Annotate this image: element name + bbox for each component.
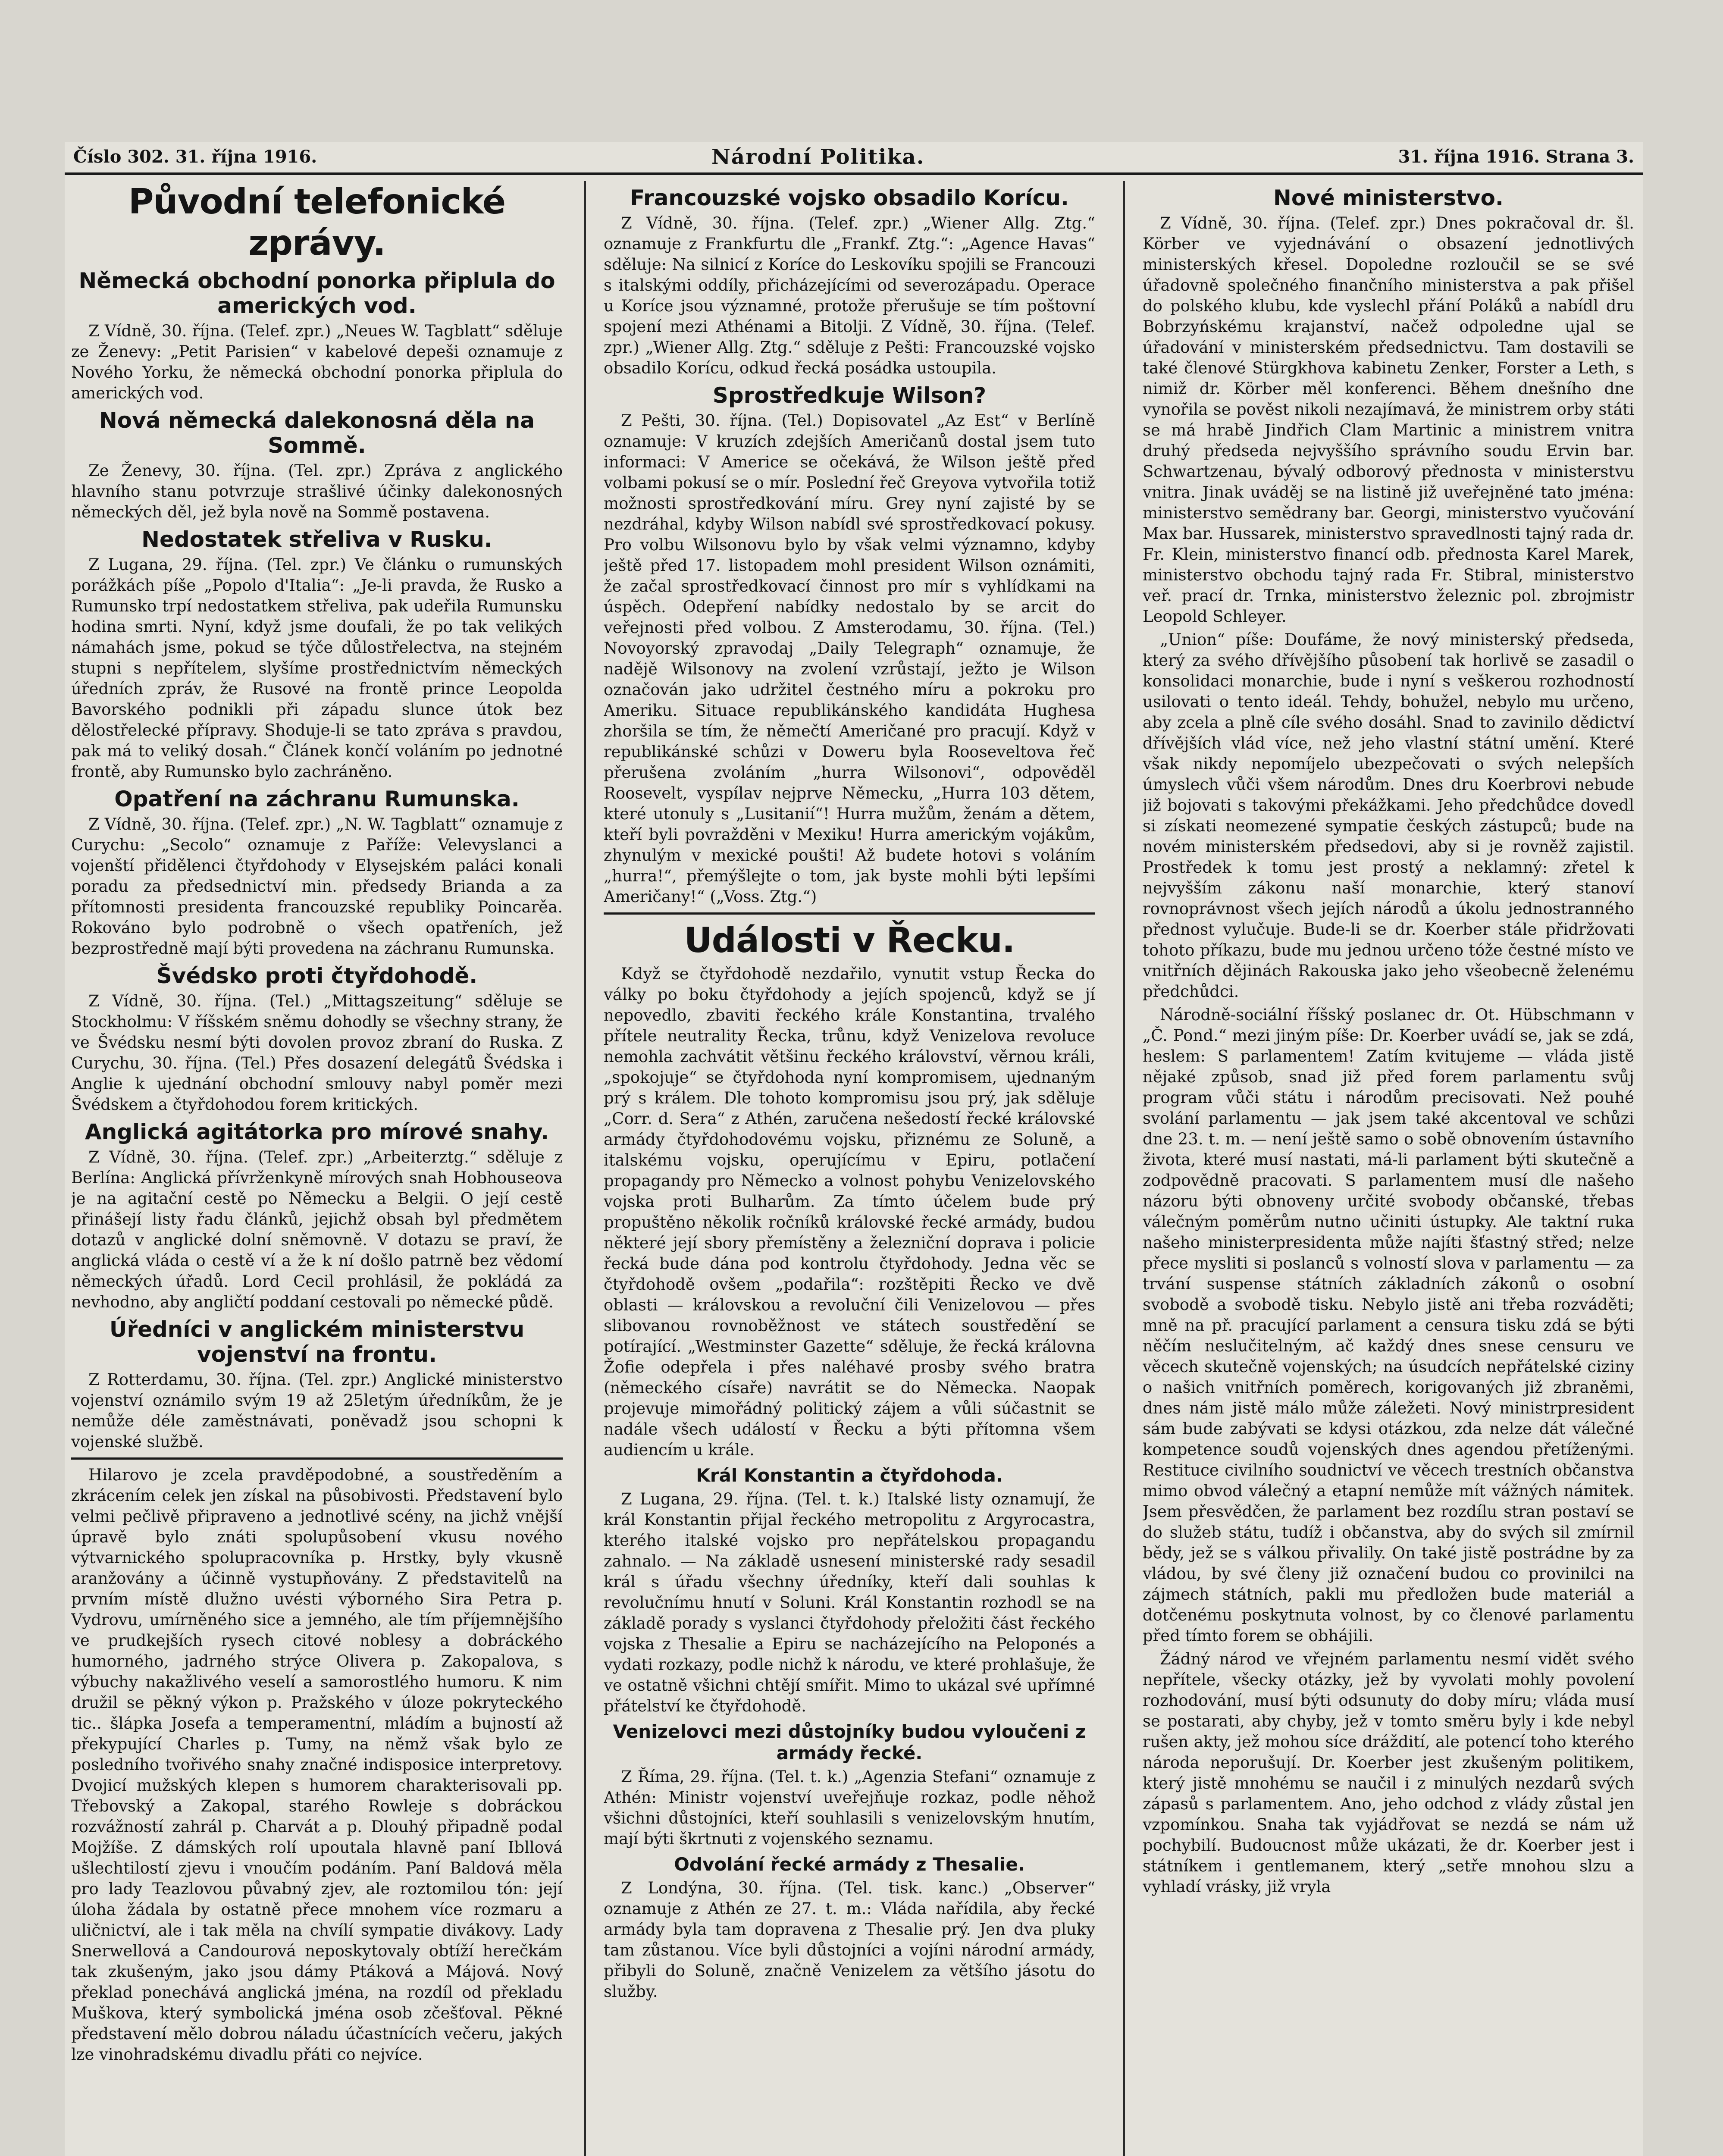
column-3 xyxy=(1143,181,1634,2156)
page-header xyxy=(65,142,1643,175)
article-text: Z Pešti, 30. října. (Tel.) Dopisovatel „Az Est“ v Berlíně oznamuje: V kruzích zdejších Američanů dostal jsem tuto informaci: V Americe se očekává, že Wilson ještě před volbami pokusí se o mír. Poslední řeč Greyova vytvořila totiž možnosti sprostředkování míru. Grey nyní zajisté by se nezdráhal, kdyby Wilson nabídl své sprostředkovací pokusy. Pro volbu Wilsonovu bylo by však velmi významno, kdyby ještě před 17. listopadem mohl president Wilson oznámiti, že začal sprostředkovací činnost pro mír s vyhlídkami na úspěch. Odepření nabídky nedostalo by se arcit do veřejnosti před volbou. Z Amsterodamu, 30. října. (Tel.) Novoyorský zpravodaj „Daily Telegraph“ oznamuje, že nadějě Wilsonovy na zvolení vzrůstají, ježto je Wilson označován jako udržitel čestného míru a pokroku pro Ameriku. Situace republikánského kandidáta Hughesa zhoršila se tím, že němečtí Američané pro pracují. Když v republikánské schůzi v Doweru byla Rooseveltova řeč přerušena zvoláním „hurra Wilsonovi“, odpověděl Roosevelt, vyspílav nejprve Německu, „Hurra 103 dětem, které utonuly s „Lusitanií“! Hurra mužům, ženám a dětem, kteří byli povražděni v Mexiku! Hurra americkým vojákům, zhynulým v mexické poušti! Až budete hotovi s voláním „hurra!“, přemýšlejte o tom, jak byste mohli býti lepšími Američany!“ („Voss. Ztg.“) xyxy=(604,411,1095,906)
article-text: Z Vídně, 30. října. (Telef. zpr.) „Wiener Allg. Ztg.“ oznamuje z Frankfurtu dle „Frankf. Ztg.“: „Agence Havas“ sděluje: Na silnicí z Koríce do Leskovíku spojili se Francouzi s italskými oddíly, přicházejícími od severozápadu. Operace u Koríce jsou významné, protože přerušuje se tím poštovní spojení mezi Athénami a Bitolji. Z Vídně, 30. října. (Telef. zpr.) „Wiener Allg. Ztg.“ sděluje z Pešti: Francouzské vojsko obsadilo Korícu, odkud řecká posádka ustoupila. xyxy=(604,214,1095,377)
section-divider xyxy=(604,912,1095,915)
issue-number: Číslo 302. 31. října 1916. xyxy=(73,147,317,167)
article-text: Z Rotterdamu, 30. října. (Tel. zpr.) Anglické ministerstvo vojenství oznámilo svým 19 až 25letým úředníkům, že je nemůže déle zaměstnávati, poněvadž jsou schopni k vojenské službě. xyxy=(71,1370,563,1451)
section-divider xyxy=(71,1457,563,1460)
article-text: Z Vídně, 30. října. (Telef. zpr.) Dnes pokračoval dr. šl. Körber ve vyjednávání o obsazení jednotlivých ministerských křesel. Dopoledne rozloučil se se své úřadovně společného finančního ministerstva a pak přišel do polského klubu, kde vyslechl přání Poláků a nabídl dru Bobrzyńskému krajanství, načež odpoledne ujal se úřadování v ministerském předsednictvu. Tam dostavili se také členové Stürgkhova kabinetu Zenker, Forster a Leth, s nimiž dr. Körber měl konferenci. Během dnešního dne vynořila se pověst nikoli nezajímavá, že ministrem orby státi se má hrabě Jindřich Clam Martinic a ministrem vnitra druhý předseda nejvyššího správního soudu Ervin bar. Schwartzenau, bývalý odborový přednosta v ministerstvu vnitra. Jinak uváděj se na listině již uveřejněné tato jména: ministerstvo semědrany bar. Georgi, ministerstvo vyučování Max bar. Hussarek, ministerstvo spravedlnosti tajný rada dr. Fr. Klein, ministerstvo financí odb. přednosta Karel Marek, ministerstvo obchodu tajný rada Fr. Stibral, ministerstvo veř. prací dr. Trnka, ministerstvo železnic pol. zbrojmistr Leopold Schleyer. xyxy=(1143,214,1634,626)
article-text: Z Vídně, 30. října. (Tel.) „Mittagszeitung“ sděluje se Stockholmu: V říšském sněmu dohodly se všechny strany, že ve Švédsku nesmí býti dovolen provoz zbraní do Ruska. Z Curychu, 30. října. (Tel.) Přes dosazení delegátů Švédska i Anglie k ujednání obchodní smlouvy nabyl poměr mezi Švédskem a čtyřdohodou forem kritických. xyxy=(71,992,563,1114)
article-text: Z Londýna, 30. října. (Tel. tisk. kanc.) „Observer“ oznamuje z Athén ze 27. t. m.: Vláda nařídila, aby řecké armády byla tam dopravena z Thesalie prý. Jen dva pluky tam zůstanou. Více byli důstojníci a vojíni národní armády, přibyli do Soluně, značně Venizelem za většího jásotu do služby. xyxy=(604,1879,1095,2001)
article-title: Venizelovci mezi důstojníky budou vyloučeni z armády řecké. xyxy=(613,1721,1086,1764)
article-title: Anglická agitátorka pro mírové snahy. xyxy=(85,1119,549,1144)
article-text: Z Lugana, 29. října. (Tel. t. k.) Italské listy oznamují, že král Konstantin přijal řeckého metropolitu z Argyrocastra, kterého italské vojsko pro nepřátelskou propagandu zahnalo. — Na základě usnesení ministerské rady sesadil král s úřadu všechny úředníky, kteří dali souhlas k revolučnímu hnutí v Soluni. Král Konstantin rozhodl se na základě porady s vyslanci čtyřdohody přeložiti část řeckého vojska z Thesalie a Epiru se nacházejícího na Peloponés a vydati rozkazy, podle nichž k národu, ve které prohlašuje, že ve ostatně všichni chtějí smířit. Mimo to ukázal své upřímné přátelství ke čtyřdohodě. xyxy=(604,1490,1095,1715)
article-title: Německá obchodní ponorka připlula do amerických vod. xyxy=(78,268,555,318)
article-title: Nedostatek střeliva v Rusku. xyxy=(141,527,492,552)
article-text: Hilarovo je zcela pravděpodobné, a soustředěním a zkrácením celek jen získal na působivosti. Představení bylo velmi pečlivě připraveno a jednotlivé scény, na jichž vnější úpravě bylo znáti spolupůsobení vkusu nového výtvarnického spolupracovníka p. Hrstky, byly vkusně aranžovány a účinně vystupňovány. Z představitelů na prvním místě dlužno uvésti výborného Sira Petra p. Vydrovu, umírněného sice a jemného, ale tím příjemnějšího ve prudkejších rysech citové noblesy a dobráckého humorného, jadrného strýce Olivera p. Zakopalova, s výbuchy nakažlivého veselí a samorostlého humoru. K nim družil se pěkný výkon p. Pražského v úloze pokryteckého tic.. šlápka Josefa a temperamentní, mládím a bujností až překypující Charles p. Tumy, na němž však bylo ze posledního tvořivého snahy značné indisposice interpretovy. Dvojicí mužských klepen s humorem charakterisovali pp. Třebovský a Zakopal, starého Rowleje s dobráckou rozvážností zahrál p. Charvát a p. Dlouhý připadně podal Mojžíše. Z dámských rolí upoutala hlavně paní Ibllová ušlechtilostí zjevu i vnoučím podáním. Paní Baldová měla pro lady Teazlovou půvabný zjev, ale roztomilou tón: její úloha žádala by ostatně přece mnohem více rozmaru a uličnictví, ale i tak měla na chvílí sympatie divákovy. Lady Snerwellová a Candourová neposkytovaly obtíží herečkám tak zkušeným, jako jsou dámy Ptáková a Májová. Nový překlad ponechává anglická jména, na rozdíl od překladu Muškova, který symbolická jména osob zčešťoval. Pěkné představení mělo dobrou náladu účastnících večeru, jakých lze vinohradskému divadlu přáti co nejvíce. xyxy=(71,1466,563,2064)
article-text: „Union“ píše: Doufáme, že nový ministerský předseda, který za svého dřívějšího působení tak horlivě se zasadil o konsolidaci monarchie, bude i nyní s veškerou rozhodností usilovati o tento ideál. Tehdy, bohužel, nebylo mu určeno, aby zcela a plně cíle svého dosáhl. Snad to zavinilo dědictví dřívějších vlád více, než jeho vlastní státní umění. Které však nikdy nepomíjelo ubezpečovati o svých nelepších úmyslech vůči všem národům. Dnes dru Koerbrovi nebude již bojovati s takovými překážkami. Jeho předchůdce dovedl si získati neomezené sympatie českých zástupců; bude na novém ministerském předsedovi, aby si je rovněž zajistil. Prostředek k tomu jest prostý a neklamný: zřetel k nejvyšším zákonu naší monarchie, který stanoví rovnoprávnost všech jejích národů a úkolu jednostranného přednost vylučuje. Bude-li se dr. Koerber stále přidržovati tohoto příkazu, bude mu jednou určeno tóže čestné místo ve vnitřních dějinách Rakouska jako jeho všeobecně želenému předchůdci. xyxy=(1143,630,1634,1001)
newspaper-page xyxy=(65,142,1643,2156)
article-title: Francouzské vojsko obsadilo Korícu. xyxy=(630,185,1069,210)
article-text: Z Lugana, 29. října. (Tel. zpr.) Ve článku o rumunských porážkách píše „Popolo d'Italia“: „Je-li pravda, že Rusko a Rumunsko trpí nedostatkem střeliva, pak udeřila Rumunsku hodina smrti. Nyní, když jsme doufali, že po tak velikých námahách jsme, pokud se týče důlostřelectva, na stejném stupni s nepřítelem, slyšíme prostřednictvím německých úředních zpráv, že Rusové na frontě prince Leopolda Bavorského podnikli při západu slunce útok bez dělostřelecké přípravy. Shoduje-li se tato zpráva s pravdou, pak má to veliký dosah.“ Článek končí voláním po jednotné frontě, aby Rumunsko bylo zachráněno. xyxy=(71,555,563,781)
article-title: Nová německá dalekonosná děla na Sommě. xyxy=(99,408,535,458)
newspaper-title: Národní Politika. xyxy=(711,145,925,169)
article-text: Z Vídně, 30. října. (Telef. zpr.) „Neues W. Tagblatt“ sděluje ze Ženevy: „Petit Parisien“ v kabelové depeši oznamuje z Nového Yorku, že německá obchodní ponorka připlula do amerických vod. xyxy=(71,322,563,402)
article-title: Odvolání řecké armády z Thesalie. xyxy=(674,1854,1025,1875)
article-text: Národně-sociální říšský poslanec dr. Ot. Hübschmann v „Č. Pond.“ mezi jiným píše: Dr. Koerber uvádí se, jak se zdá, heslem: S parlamentem! Zatím kvitujeme — vláda jistě nějaké způsob, snad již před forem parlamentu svůj program vůči státu i národům precisovati. Než pouhé svolání parlamentu — jak jsem také akcentoval ve schůzi dne 23. t. m. — není ještě samo o sobě obnovením ústavního života, které musí nastati, má-li parlament býti skutečně a zodpovědně pracovati. S parlamentem musí dle našeho názoru býti obnoveny určité svobody občanské, třebas válečným poměrům nutno učiniti ústupky. Ale taktní ruka našeho ministerpresidenta může najíti šťastný střed; nelze přece mysliti si poslanců s volností slova v parlamentu — za trvání suspense státních základních zákonů o osobní svobodě a svobodě tisku. Nebylo jistě ani třeba rozváděti; mně na př. pracující parlament a censura tisku zdá se býti něčím neslučitelným, ač každý dnes snese censuru ve věcech skutečně vojenských; na úsudcích nepřátelské ciziny o našich vnitřních poměrech, korigovaných již zbraněmi, dnes nám jistě málo může záležeti. Nový ministrpresident sám bude zabývati se kdysi otázkou, zda nelze dát válečné kompetence soudů vojenských dnes agendou přetíženými. Restituce civilního soudnictví ve věcech trestních občanstva mimo obvod válečný a etapní nemůže mít vážných námitek. Jsem přesvědčen, že parlament bez rozdílu stran postaví se do služeb státu, tudíž i občanstva, aby do svých sil zmírnil bědy, jež se s válkou přivalily. On také jistě postrádne by za vládou, by své členy již označení budou co provinilci na zájmech státních, pakli mu předložen bude materiál a dotčenému poskytnuta volnost, by co členové parlamentu před tímto forem se obhájili. xyxy=(1143,1006,1634,1645)
article-text: Ze Ženevy, 30. října. (Tel. zpr.) Zpráva z anglického hlavního stanu potvrzuje strašlivé účinky dalekonosných německých děl, jež byla nově na Sommě postavena. xyxy=(71,461,563,521)
section-title: Události v Řecku. xyxy=(684,920,1015,960)
article-text: Z Říma, 29. října. (Tel. t. k.) „Agenzia Stefani“ oznamuje z Athén: Ministr vojenství uveřejňuje rozkaz, podle něhož všichni důstojníci, kteří souhlasili s venizelovským hnutím, mají býti škrtnuti z vojenského seznamu. xyxy=(604,1767,1095,1848)
column-rule xyxy=(584,181,586,2156)
article-title: Král Konstantin a čtyřdohoda. xyxy=(696,1465,1003,1486)
article-title: Nové ministerstvo. xyxy=(1273,185,1504,210)
article-title: Úředníci v anglickém ministerstvu vojenství na frontu. xyxy=(109,1317,525,1367)
article-title: Opatření na záchranu Rumunska. xyxy=(114,787,520,812)
column-1 xyxy=(71,181,563,2156)
article-text: Z Vídně, 30. října. (Telef. zpr.) „Arbeiterztg.“ sděluje z Berlína: Anglická přívrženkyně mírových snah Hobhouseova je na agitační cestě po Německu a Belgii. O její cestě přinášejí listy řadu článků, jejichž obsah byl předmětem dotazů v anglické dolní sněmovně. V dotazu se praví, že anglická vláda o cestě ví a že k ní došlo patrně bez vědomí německých úřadů. Lord Cecil prohlásil, že pokládá za nevhodno, aby angličtí poddaní cestovali po německé půdě. xyxy=(71,1148,563,1311)
article-text: Z Vídně, 30. října. (Telef. zpr.) „N. W. Tagblatt“ oznamuje z Curychu: „Secolo“ oznamuje z Paříže: Velevyslanci a vojenští přidělenci čtyřdohody v Elysejském paláci konali poradu za předsednictví min. předsedy Brianda a za přítomnosti presidenta francouzské republiky Poincarěa. Rokováno bylo podrobně o všech opatřeních, jež bezprostředně mají býti provedena na záchranu Rumunska. xyxy=(71,815,563,958)
section-title: Původní telefonické zprávy. xyxy=(128,182,506,263)
page-date: 31. října 1916. Strana 3. xyxy=(1398,147,1634,167)
article-text: Žádný národ ve vřejném parlamentu nesmí vidět svého nepřítele, všecky otázky, jež by vyvolati mohly povolení rozhodování, musí býti odsunuty do doby míru; vláda musí se postarati, aby chyby, jež v tomto směru byly i kde nebyl rušen akty, jež mohou síce dráždití, ale potencí toho kterého národa neporušují. Dr. Koerber jest zkušeným politikem, který jistě mnohému se naučil i z minulých nezdarů svých zápasů s parlamentem. Ano, jeho odchod z vlády zůstal jen vzpomínkou. Snaha tak vyjádřovat se nezdá se nám už pochybilí. Budoucnost může ukázati, že dr. Koerber jest i státníkem i gentlemanem, který „setře mnohou slzu a vyhladí vrásky, již vryla xyxy=(1143,1650,1634,1896)
article-text: Když se čtyřdohodě nezdařilo, vynutit vstup Řecka do války po boku čtyřdohody a jejích spojenců, když se jí nepovedlo, zbaviti řeckého krále Konstantina, trvalého přítele neutrality Řecka, trůnu, když Venizelova revoluce nemohla zachvátit většinu řeckého království, věrnou králi, „spokojuje“ se čtyřdohoda nyní kompromisem, ujednaným prý s králem. Dle tohoto kompromisu jsou prý, jak sděluje „Corr. d. Sera“ z Athén, zaručena nešedostí řecké královské armády čtyřdohodovému vojsku, přiznému ze Soluně, a italskému vojsku, operujícímu v Epiru, potlačení propagandy pro Německo a volnost pohybu Venizelovského vojska proti Bulharům. Za tímto účelem bude prý propuštěno několik ročníků královské řecké armády, budou některé její sbory přemístěny a železniční doprava i policie řecká bude dána pod kontrolu čtyřdohody. Jedna věc se čtyřdohodě ovšem „podařila“: rozštěpiti Řecko ve dvě oblasti — královskou a revoluční čili Venizelovou — přes slibovanou rovnoběžnost ve státech soustředění se potírající. „Westminster Gazette“ sděluje, že řecká královna Žofie odepřela i přes naléhavé prosby svého bratra (německého císaře) navrátit se do Německa. Naopak projevuje mimořádný politický zájem a vůli súčastnit se nadále všech událostí v Řecku a býti přítomna všem audiencím u krále. xyxy=(604,965,1095,1459)
column-2 xyxy=(604,181,1095,2156)
column-rule xyxy=(1123,181,1125,2156)
article-title: Sprostředkuje Wilson? xyxy=(712,383,987,408)
article-title: Švédsko proti čtyřdohodě. xyxy=(156,963,478,988)
